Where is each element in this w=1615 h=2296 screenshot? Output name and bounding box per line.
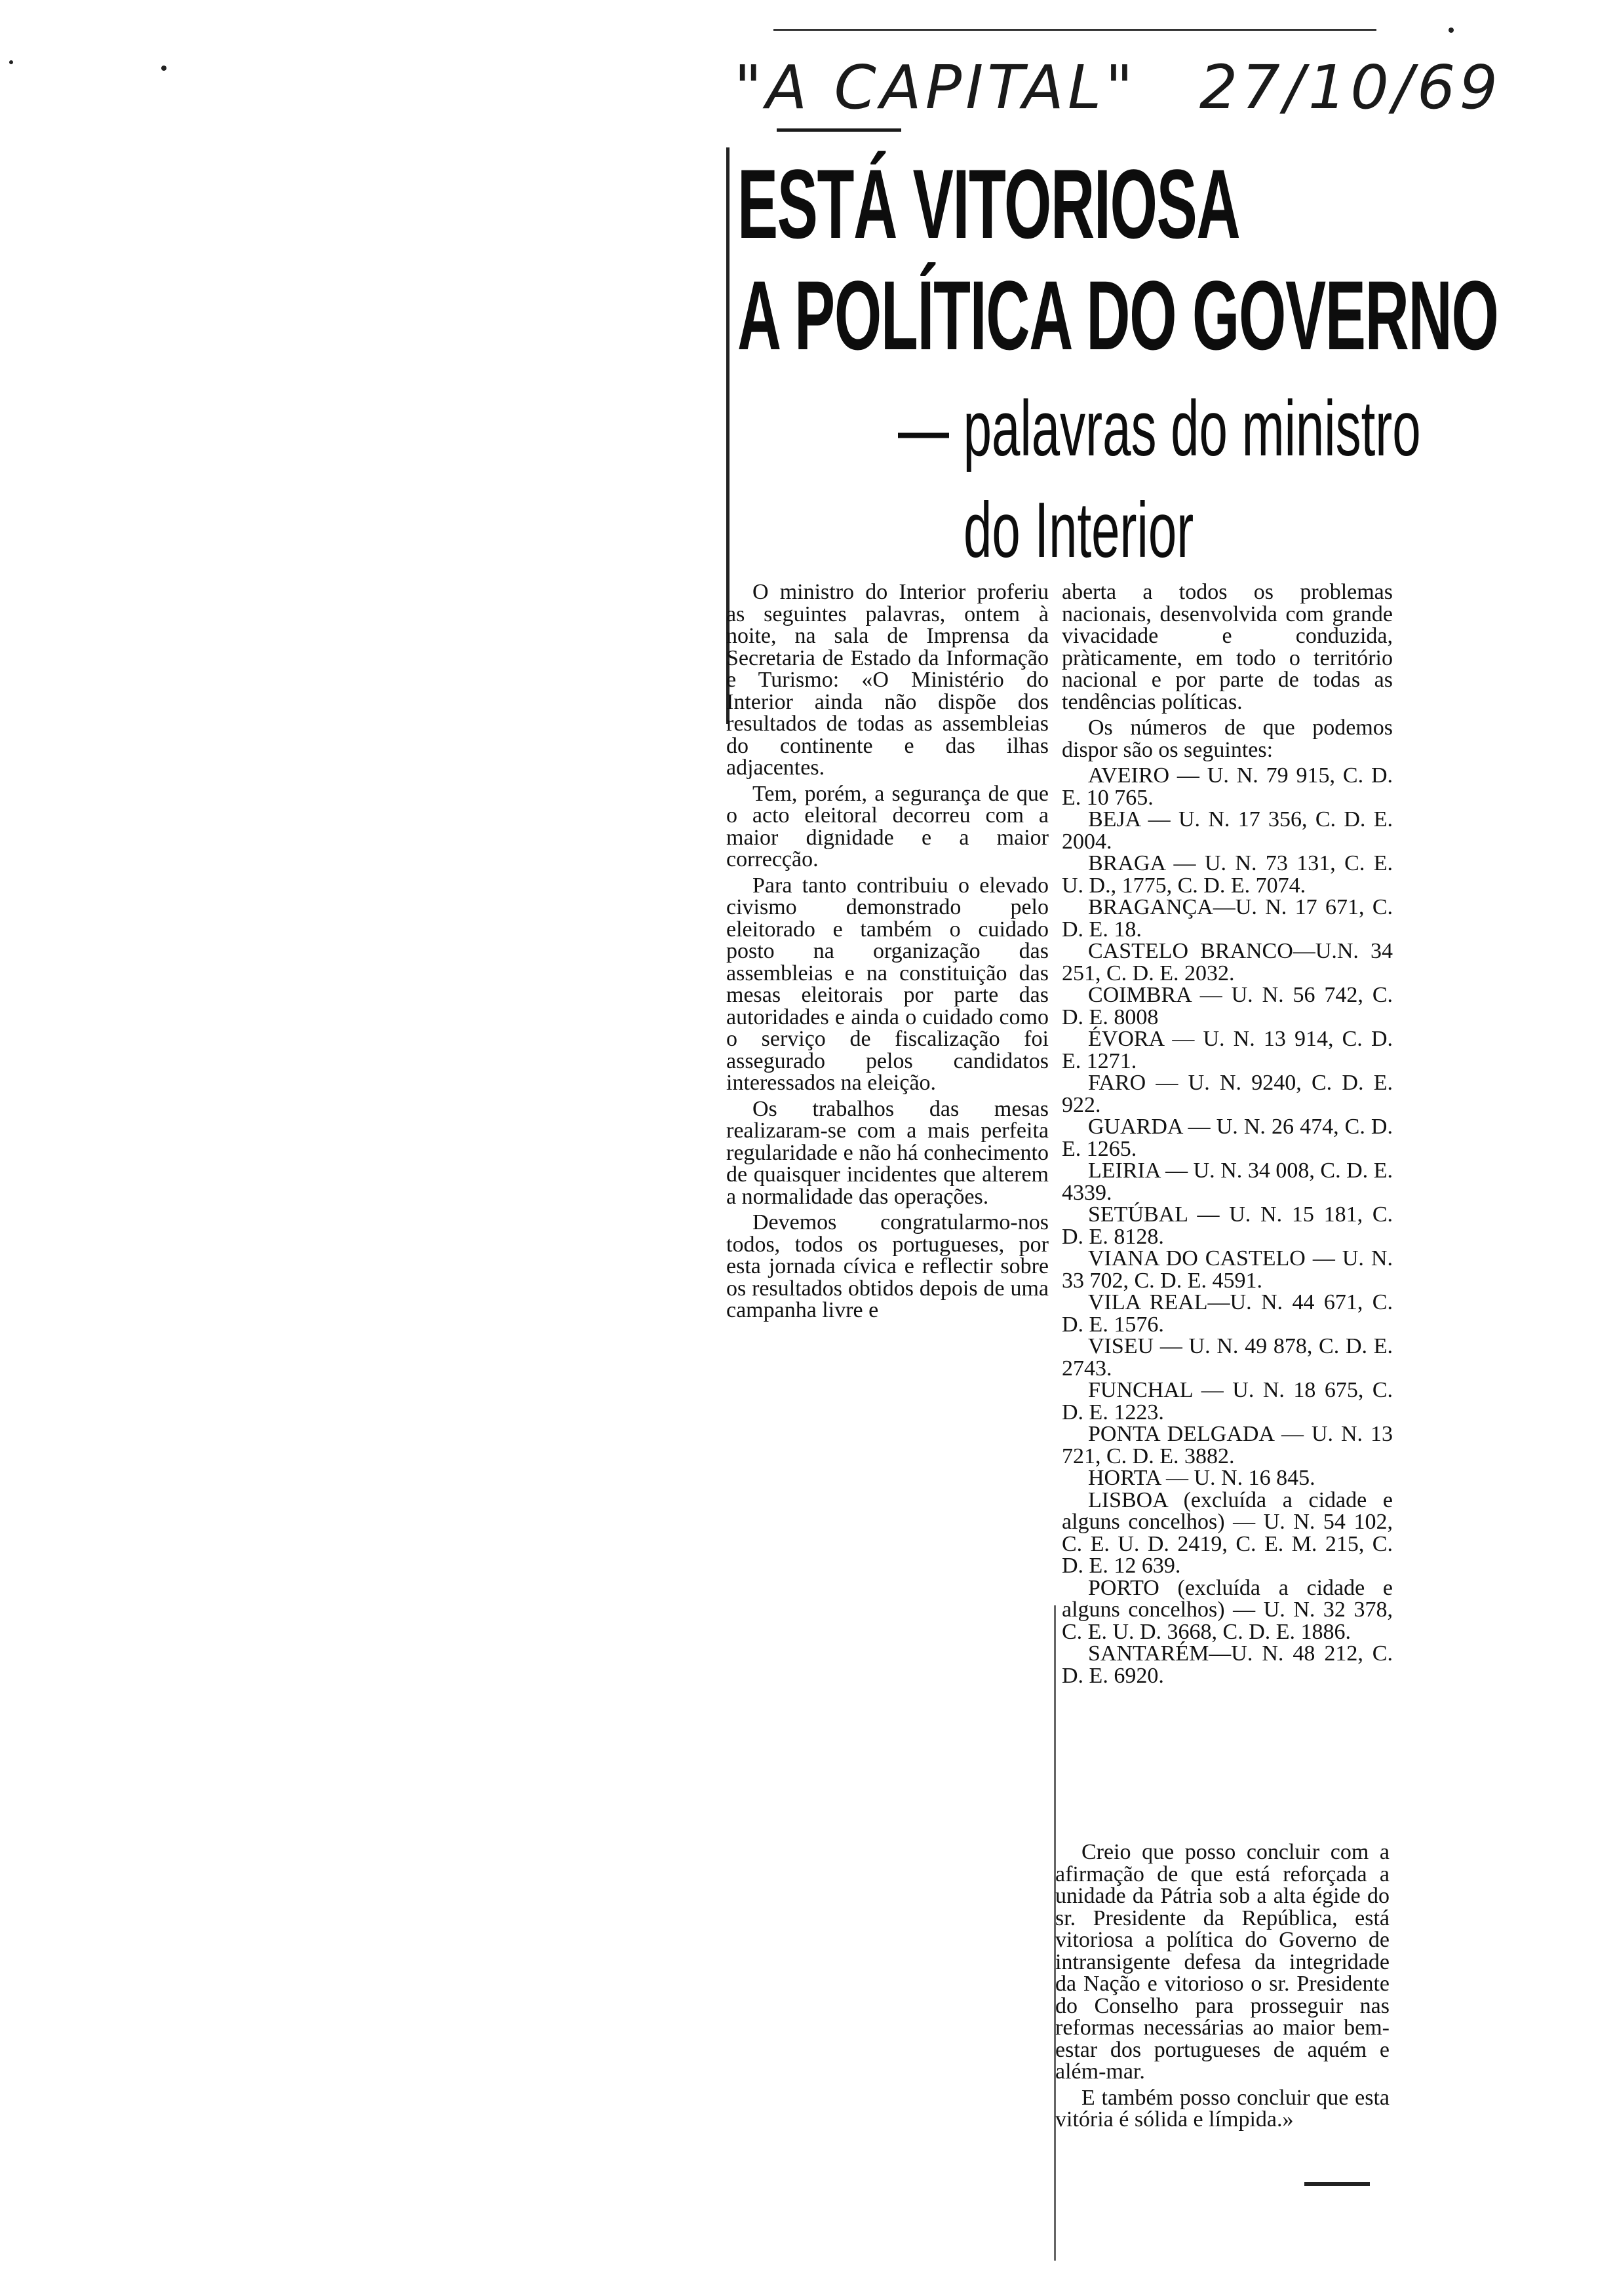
article-column-1 <box>726 581 1049 1326</box>
scan-speck <box>161 66 166 71</box>
paragraph: Creio que posso concluir com a afirmação de que está reforçada a unidade da Pátria sob a alta égide do sr. Presidente da República, está vitoriosa a política do Governo de intransigente defesa da integridade da Nação e vitorioso o sr. Presidente do Conselho para prosseguir nas reformas necessárias ao maior bem-estar dos portugueses de aquém e além-mar. <box>1055 1840 1390 2084</box>
ink-mark <box>1304 2182 1370 2186</box>
result-entry: COIMBRA — U. N. 56 742, C. D. E. 8008 <box>1062 983 1393 1029</box>
result-entry: VIANA DO CASTELO — U. N. 33 702, C. D. E. 4591. <box>1062 1246 1393 1293</box>
result-entry: GUARDA — U. N. 26 474, C. D. E. 1265. <box>1062 1115 1393 1161</box>
subheadline-line-1: — palavras do ministro <box>898 385 1421 472</box>
paragraph: O ministro do Interior proferiu as seguintes palavras, ontem à noite, na sala de Imprensa da Secretaria de Estado da Informação e Turismo: «O Ministério do Interior ainda não dispõe dos resultados de todas as assembleias do continente e das ilhas adjacentes. <box>726 580 1049 780</box>
result-entry: HORTA — U. N. 16 845. <box>1088 1466 1315 1490</box>
handwritten-underline <box>777 128 901 132</box>
article-column-3 <box>1055 1841 1390 2135</box>
result-entry: LEIRIA — U. N. 34 008, C. D. E. 4339. <box>1062 1158 1393 1205</box>
paragraph: Os trabalhos das mesas realizaram-se com a mais perfeita regularidade e não há conhecimento de quaisquer incidentes que alterem a normalidade das operações. <box>726 1096 1049 1209</box>
result-entry: FUNCHAL — U. N. 18 675, C. D. E. 1223. <box>1062 1378 1393 1425</box>
paragraph: Os números de que podemos dispor são os seguintes: <box>1062 716 1393 762</box>
election-results-list <box>1062 765 1393 1687</box>
subheadline-line-2: do Interior <box>963 486 1194 574</box>
result-entry: AVEIRO — U. N. 79 915, C. D. E. 10 765. <box>1062 763 1393 810</box>
headline-line-1: ESTÁ VITORIOSA <box>737 149 1240 259</box>
result-entry: SANTARÉM—U. N. 48 212, C. D. E. 6920. <box>1062 1641 1393 1688</box>
result-entry: BEJA — U. N. 17 356, C. D. E. 2004. <box>1062 807 1393 854</box>
paragraph: Devemos congratularmo-nos todos, todos os portugueses, por esta jornada cívica e reflectir sobre os resultados obtidos depois de uma campanha livre e <box>726 1210 1049 1322</box>
result-entry: FARO — U. N. 9240, C. D. E. 922. <box>1062 1071 1393 1117</box>
result-entry: ÉVORA — U. N. 13 914, C. D. E. 1271. <box>1062 1027 1393 1073</box>
headline-line-2: A POLÍTICA DO GOVERNO <box>737 260 1498 370</box>
result-entry: LISBOA (excluída a cidade e alguns concelhos) — U. N. 54 102, C. E. U. D. 2419, C. E. M. 215, C. D. E. 12 639. <box>1062 1487 1393 1578</box>
result-entry: SETÚBAL — U. N. 15 181, C. D. E. 8128. <box>1062 1202 1393 1249</box>
handwritten-note <box>734 52 1502 131</box>
result-entry: PONTA DELGADA — U. N. 13 721, C. D. E. 3882. <box>1062 1422 1393 1468</box>
paragraph: E também posso concluir que esta vitória é sólida e límpida.» <box>1055 2085 1390 2132</box>
result-entry: BRAGANÇA—U. N. 17 671, C. D. E. 18. <box>1062 895 1393 942</box>
paragraph: aberta a todos os problemas nacionais, desenvolvida com grande vivacidade e conduzida, pràticamente, em todo o território nacional e por parte de todas as tendências políticas. <box>1062 580 1393 714</box>
top-rule <box>773 29 1376 31</box>
paragraph: Para tanto contribuiu o elevado civismo demonstrado pelo eleitorado e também o cuidado posto na organização das assembleias e na constituição das mesas eleitorais por parte das autoridades e ainda o cuidado como o serviço de fiscalização foi assegurado pelos candidatos interessados na eleição. <box>726 873 1049 1095</box>
newspaper-name: "A CAPITAL" <box>734 52 1137 123</box>
article-column-2 <box>1062 581 1393 1687</box>
result-entry: PORTO (excluída a cidade e alguns concelhos) — U. N. 32 378, C. E. U. D. 3668, C. D. E. 1886. <box>1062 1575 1393 1644</box>
paragraph: Tem, porém, a segurança de que o acto eleitoral decorreu com a maior dignidade e a maior correcção. <box>726 781 1049 871</box>
result-entry: VISEU — U. N. 49 878, C. D. E. 2743. <box>1062 1334 1393 1381</box>
result-entry: CASTELO BRANCO—U.N. 34 251, C. D. E. 2032. <box>1062 939 1393 985</box>
result-entry: BRAGA — U. N. 73 131, C. E. U. D., 1775, C. D. E. 7074. <box>1062 851 1393 898</box>
scan-speck <box>9 60 13 64</box>
clipping-date: 27/10/69 <box>1199 52 1502 123</box>
scan-speck <box>1449 28 1454 33</box>
result-entry: VILA REAL—U. N. 44 671, C. D. E. 1576. <box>1062 1290 1393 1337</box>
